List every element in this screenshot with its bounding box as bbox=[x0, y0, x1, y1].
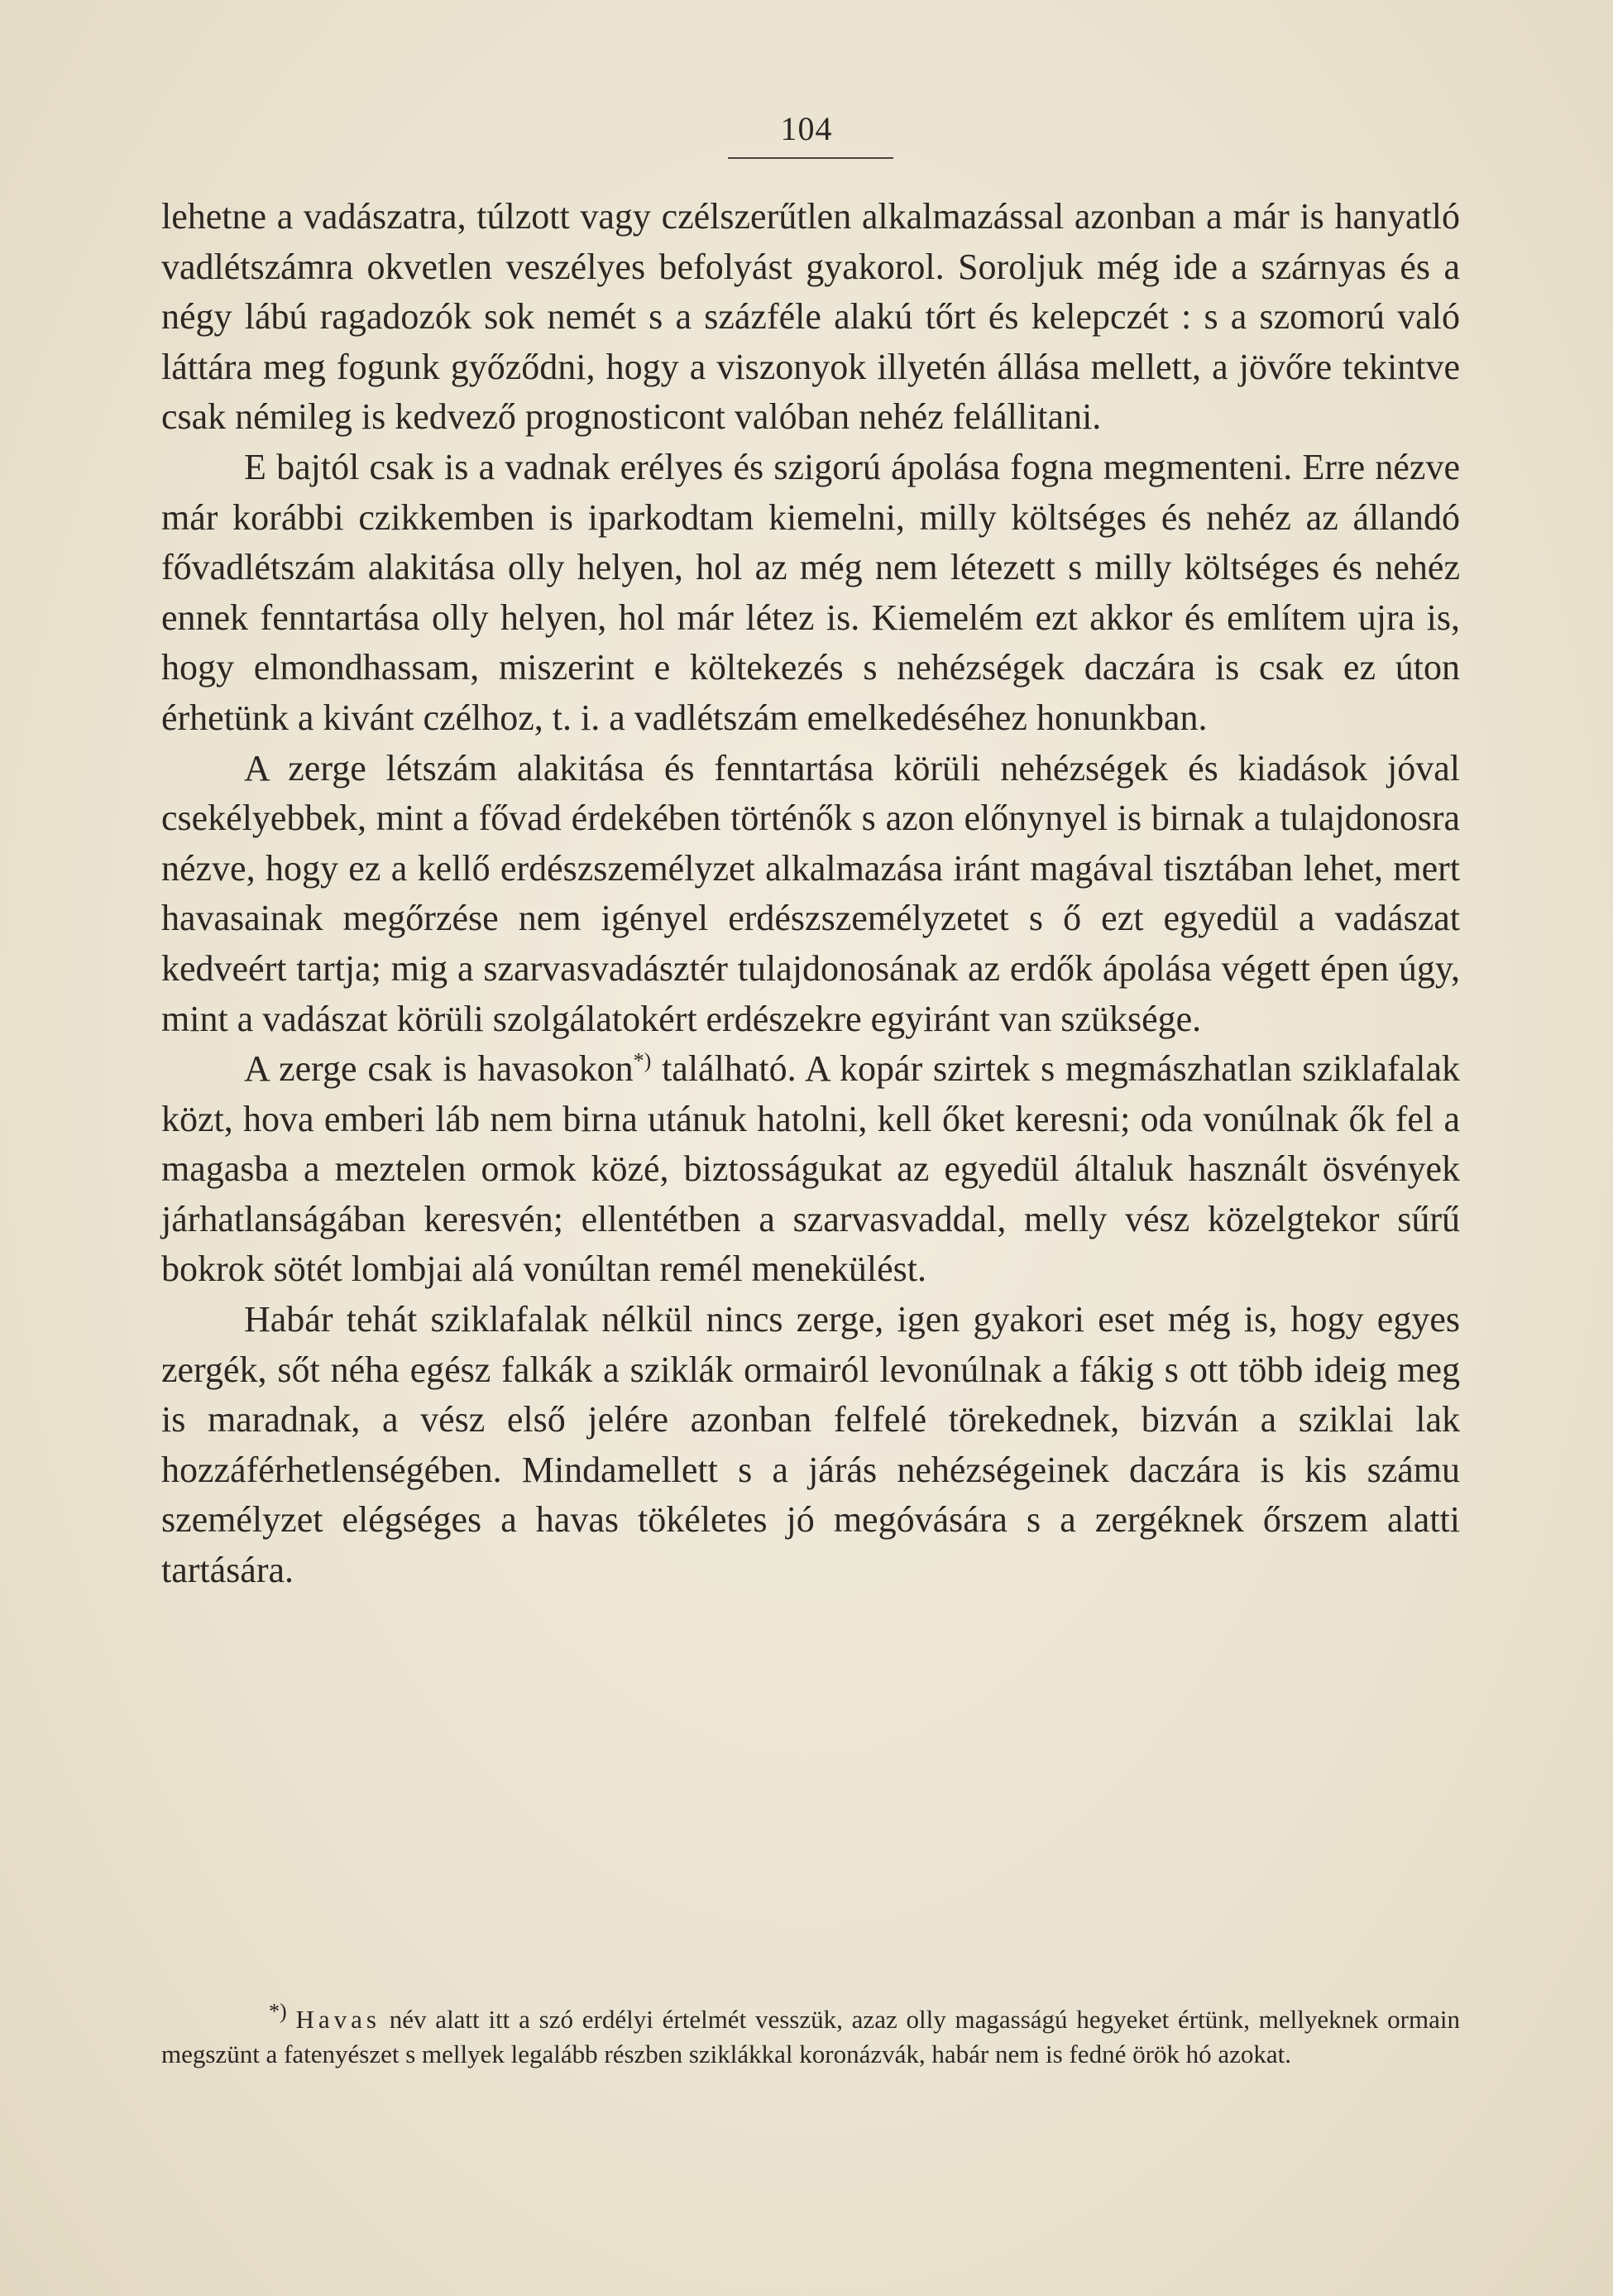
page-header bbox=[0, 109, 1613, 148]
paragraph-1: lehetne a vadászatra, túlzott vagy czélszerűtlen alkalmazással azonban a már is hanyatló vadlétszámra okvetlen veszélyes befolyást gyakorol. Soroljuk még ide a szárnyas és a négy lábú ragadozók sok nemét s a százféle alakú tőrt és kelepczét : s a szomorú való láttára meg fogunk győződni, hogy a viszonyok illyetén állása mellett, a jövőre tekintve csak némileg is kedvező prognosticont valóban nehéz felállitani. bbox=[161, 196, 1460, 438]
footnote-marker: *) bbox=[269, 1999, 287, 2024]
footnote-paragraph bbox=[161, 1999, 1460, 2072]
paragraph-5: Habár tehát sziklafalak nélkül nincs zerge, igen gyakori eset még is, hogy egyes zergék, sőt néha egész falkák a sziklák ormairól levonúlnak a fákig s ott több ideig meg is maradnak, a vész első jelére azonban felfelé törekednek, bizván a sziklai lak hozzáférhetlenségében. Mindamellett s a járás nehézségeinek daczára is kis számu személyzet elégséges a havas tökéletes jó megóvására s a zergéknek őrszem alatti tartására. bbox=[161, 1299, 1460, 1591]
paragraph-3: A zerge létszám alakitása és fenntartása körüli nehézségek és kiadások jóval csekélyebbek, mint a fővad érdekében történők s azon előnynyel is birnak a tulajdonosra nézve, hogy ez a kellő erdészszemélyzet alkalmazása iránt magával tisztában lehet, mert havasainak megőrzése nem igényel erdészszemélyzetet s ő ezt egyedül a vadászat kedveért tartja; mig a szarvasvadásztér tulajdonosának az erdők ápolása végett épen úgy, mint a vadászat körüli szolgálatokért erdészekre egyiránt van szüksége. bbox=[161, 747, 1460, 1039]
footnote bbox=[161, 1999, 1460, 2072]
paragraph-4-start: A zerge csak is havasokon bbox=[244, 1048, 634, 1090]
footnote-reference: *) bbox=[633, 1048, 652, 1073]
paragraph-4 bbox=[161, 1044, 1460, 1295]
paragraph-2: E bajtól csak is a vadnak erélyes és szigorú ápolása fogna megmenteni. Erre nézve már korábbi czikkemben is iparkodtam kiemelni, milly költséges és nehéz az állandó fővadlétszám alakitása olly helyen, hol az még nem létezett s milly költséges és nehéz ennek fenntartása olly helyen, hol már létez is. Kiemelém ezt akkor és említem ujra is, hogy elmondhassam, miszerint e költekezés s nehézségek daczára is csak ez úton érhetünk a kivánt czélhoz, t. i. a vadlétszám emelkedéséhez honunkban. bbox=[161, 446, 1460, 738]
paragraph-4-rest: található. A kopár szirtek s megmászhatlan sziklafalak közt, hova emberi láb nem birna utánuk hatolni, kell őket keresni; oda vonúlnak ők fel a magasba a meztelen ormok közé, biztosságukat az egyedül általuk használt ösvények járhatlanságában keresvén; ellentétben a szarvasvaddal, melly vész közelgtekor sűrű bokrok sötét lombjai alá vonúltan remél menekülést. bbox=[161, 1048, 1460, 1290]
page-number: 104 bbox=[780, 110, 833, 147]
footnote-emphasis: Havas bbox=[295, 2005, 381, 2034]
main-text bbox=[161, 192, 1460, 1596]
header-rule bbox=[728, 157, 893, 159]
footnote-text: név alatt itt a szó erdélyi értelmét vesszük, azaz olly magasságú hegyeket értünk, mellyeknek ormain megszünt a fatenyészet s mellyek legalább részben sziklákkal koronázvák, habár nem is fedné örök hó azokat. bbox=[161, 2005, 1460, 2068]
